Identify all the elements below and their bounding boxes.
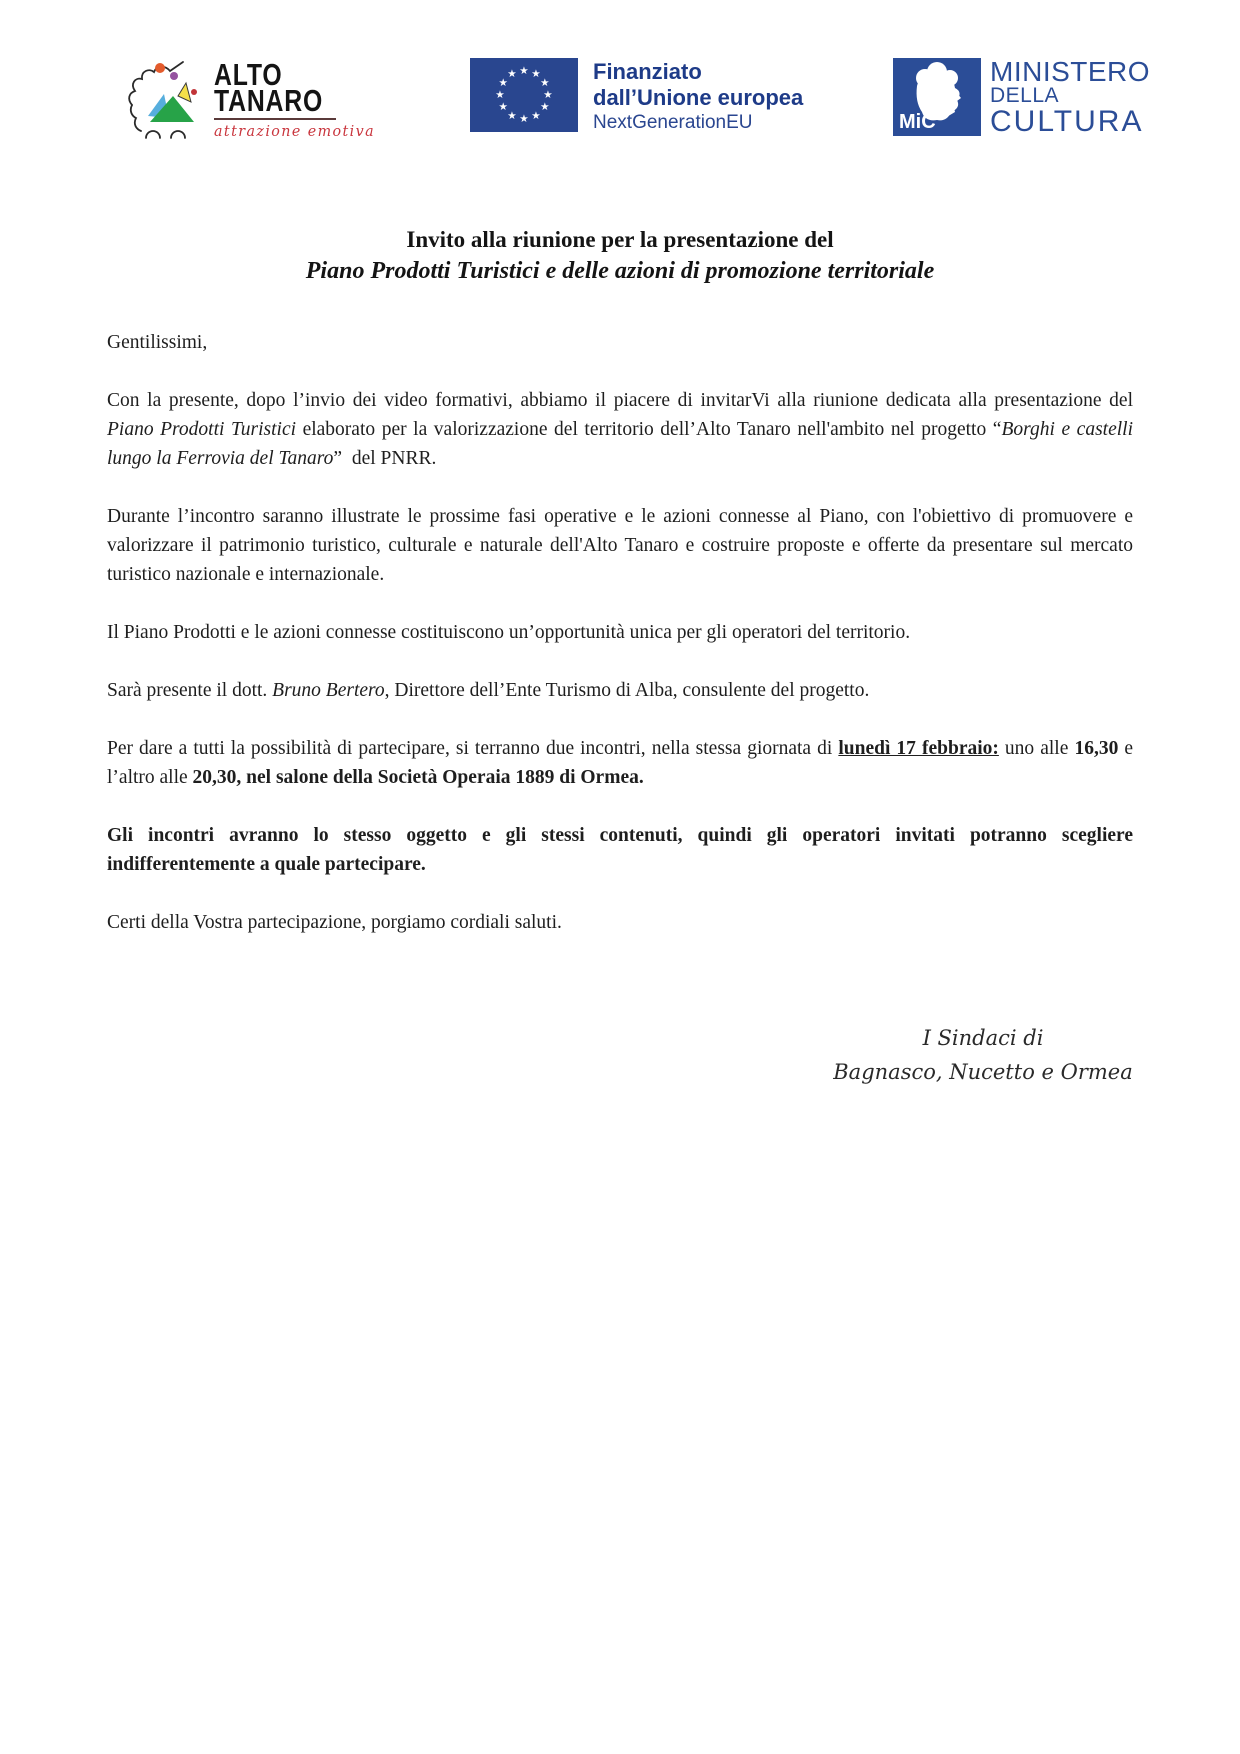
salutation: Gentilissimi, bbox=[107, 332, 208, 353]
svg-text:★: ★ bbox=[519, 113, 529, 125]
ministero-line3: CULTURA bbox=[990, 105, 1144, 138]
eu-flag-icon bbox=[470, 58, 578, 132]
svg-text:★: ★ bbox=[519, 65, 529, 77]
paragraph-incontro: Durante l’incontro saranno illustrate le prossime fasi operative e le azioni connesse al Piano, con l'obiettivo di promuovere e valorizzare il patrimonio turistico, culturale e naturale dell'Alto Tanaro e costruire proposte e offerte da presentare sul mercato turistico nazionale e internazionale. bbox=[107, 506, 1133, 585]
ministero-line2: DELLA bbox=[990, 84, 1060, 107]
eu-funding-line3: NextGenerationEU bbox=[593, 112, 753, 133]
letter-title-line2: Piano Prodotti Turistici e delle azioni di promozione territoriale bbox=[305, 258, 935, 284]
paragraph-incontri-orari: Per dare a tutti la possibilità di partecipare, si terranno due incontri, nella stessa giornata di lunedì 17 febbraio: uno alle 16,30 e l’altro alle 20,30, nel salone della Società Operaia 1889 di Ormea. bbox=[107, 738, 1134, 788]
signature-block bbox=[833, 1021, 1133, 1089]
paragraph-stesso-oggetto: Gli incontri avranno lo stesso oggetto e gli stessi contenuti, quindi gli operatori invitati potranno scegliere indifferentemente a quale partecipare. bbox=[107, 825, 1133, 875]
eu-funding-line2: dall’Unione europea bbox=[593, 85, 804, 110]
mic-acronym: MiC bbox=[899, 111, 936, 133]
svg-text:★: ★ bbox=[531, 109, 541, 122]
alto-tanaro-name-line2: TANARO bbox=[214, 83, 324, 118]
signature-line2: Bagnasco, Nucetto e Ormea bbox=[833, 1060, 1133, 1084]
mic-emblem-icon bbox=[893, 58, 981, 136]
ministero-cultura-logo bbox=[893, 58, 1150, 136]
letter-body bbox=[107, 226, 1133, 1089]
svg-text:★: ★ bbox=[531, 68, 541, 81]
svg-text:★: ★ bbox=[507, 109, 517, 122]
paragraph-opportunita: Il Piano Prodotti e le azioni connesse costituiscono un’opportunità unica per gli operatori del territorio. bbox=[107, 622, 911, 643]
paragraph-consulente: Sarà presente il dott. Bruno Bertero, Direttore dell’Ente Turismo di Alba, consulente del progetto. bbox=[107, 680, 870, 701]
ministero-cultura-wordmark bbox=[990, 58, 1150, 136]
letter-title-line1: Invito alla riunione per la presentazione del bbox=[406, 227, 834, 252]
svg-text:★: ★ bbox=[507, 68, 517, 81]
svg-text:★: ★ bbox=[498, 101, 508, 113]
paragraph-saluti: Certi della Vostra partecipazione, porgiamo cordiali saluti. bbox=[107, 912, 562, 933]
eu-funding-logo bbox=[470, 58, 803, 134]
eu-funding-line1: Finanziato bbox=[593, 59, 702, 84]
svg-text:★: ★ bbox=[495, 89, 505, 101]
svg-text:★: ★ bbox=[540, 77, 550, 89]
alto-tanaro-wordmark bbox=[214, 57, 384, 140]
alto-tanaro-name-line1: ALTO bbox=[214, 57, 283, 92]
header-logos bbox=[0, 48, 1240, 168]
alto-tanaro-mountains-icon bbox=[126, 58, 210, 142]
eu-funding-wordmark bbox=[593, 58, 803, 134]
alto-tanaro-tagline: attrazione emotiva bbox=[214, 122, 376, 140]
svg-text:★: ★ bbox=[543, 89, 553, 101]
paragraph-intro: Con la presente, dopo l’invio dei video formativi, abbiamo il piacere di invitarVi alla riunione dedicata alla presentazione del Piano Prodotti Turistici elaborato per la valorizzazione del territorio dell’Alto Tanaro nell'ambito nel progetto “Borghi e castelli lungo la Ferrovia del Tanaro” del PNRR. bbox=[107, 390, 1133, 469]
alto-tanaro-underline bbox=[214, 118, 336, 120]
signature-line1: I Sindaci di bbox=[922, 1026, 1044, 1050]
alto-tanaro-logo bbox=[126, 56, 384, 142]
ministero-line1: MINISTERO bbox=[990, 56, 1151, 87]
svg-text:★: ★ bbox=[540, 101, 550, 113]
svg-text:★: ★ bbox=[498, 77, 508, 89]
